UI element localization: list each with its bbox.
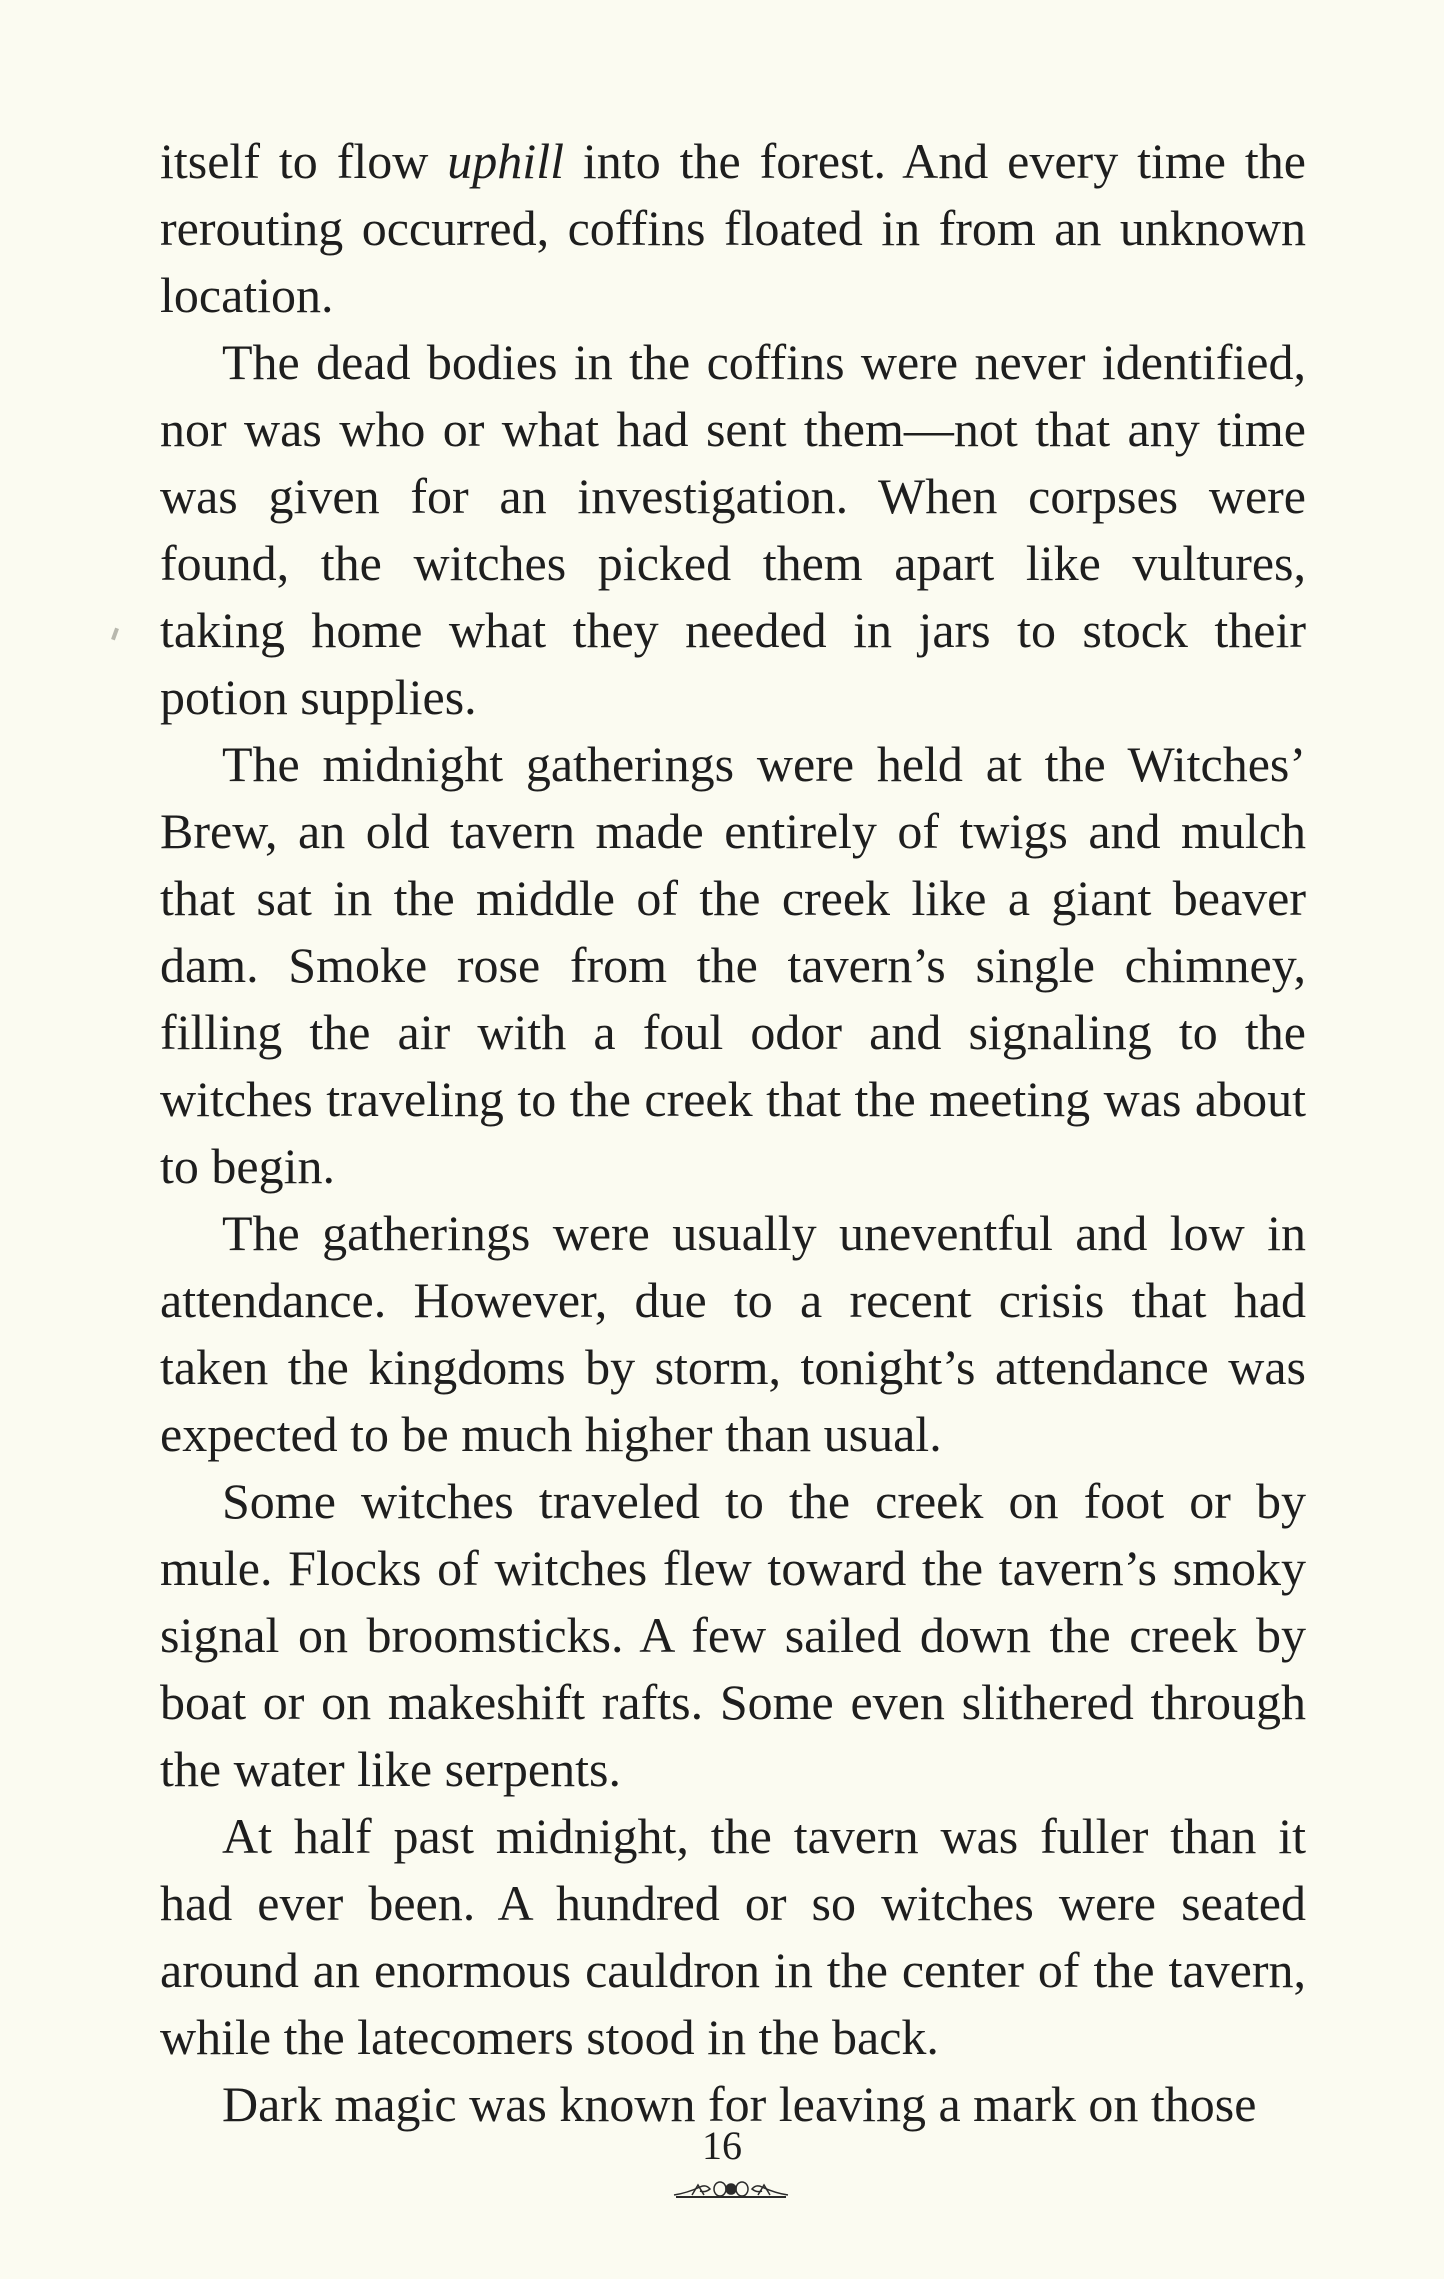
paragraph-1 — [160, 128, 1306, 329]
paragraph-7: Dark magic was known for leaving a mark on those — [222, 2076, 1257, 2132]
paragraph-2: The dead bodies in the coffins were never identified, nor was who or what had sent them—not that any time was given for an investigation. When corpses were found, the witches picked them apart like vultures, taking home what they needed in jars to stock their potion supplies. — [160, 334, 1306, 725]
body-text — [160, 128, 1306, 2138]
stray-ink-mark — [111, 628, 119, 641]
page-number: 16 — [702, 2123, 742, 2168]
paragraph-1-emphasis: uphill — [447, 133, 564, 189]
paragraph-3: The midnight gatherings were held at the Witches’ Brew, an old tavern made entirely of twigs and mulch that sat in the middle of the creek like a giant beaver dam. Smoke rose from the tavern’s single chimney, filling the air with a foul odor and signaling to the witches traveling to the creek that the meeting was about to begin. — [160, 736, 1306, 1194]
paragraph-1-after: into the forest. And every time the rerouting occurred, coffins floated in from an unknown location. — [160, 133, 1306, 323]
paragraph-4: The gatherings were usually uneventful and low in attendance. However, due to a recent crisis that had taken the kingdoms by storm, tonight’s attendance was expected to be much higher than usual. — [160, 1205, 1306, 1462]
paragraph-5: Some witches traveled to the creek on foot or by mule. Flocks of witches flew toward the tavern’s smoky signal on broomsticks. A few sailed down the creek by boat or on makeshift rafts. Some even slithered through the water like serpents. — [160, 1473, 1306, 1797]
decorative-flourish-icon — [672, 2175, 790, 2203]
paragraph-6: At half past midnight, the tavern was fuller than it had ever been. A hundred or so witches were seated around an enormous cauldron in the center of the tavern, while the latecomers stood in the back. — [160, 1808, 1306, 2065]
paragraph-1-before: itself to flow — [160, 133, 448, 189]
